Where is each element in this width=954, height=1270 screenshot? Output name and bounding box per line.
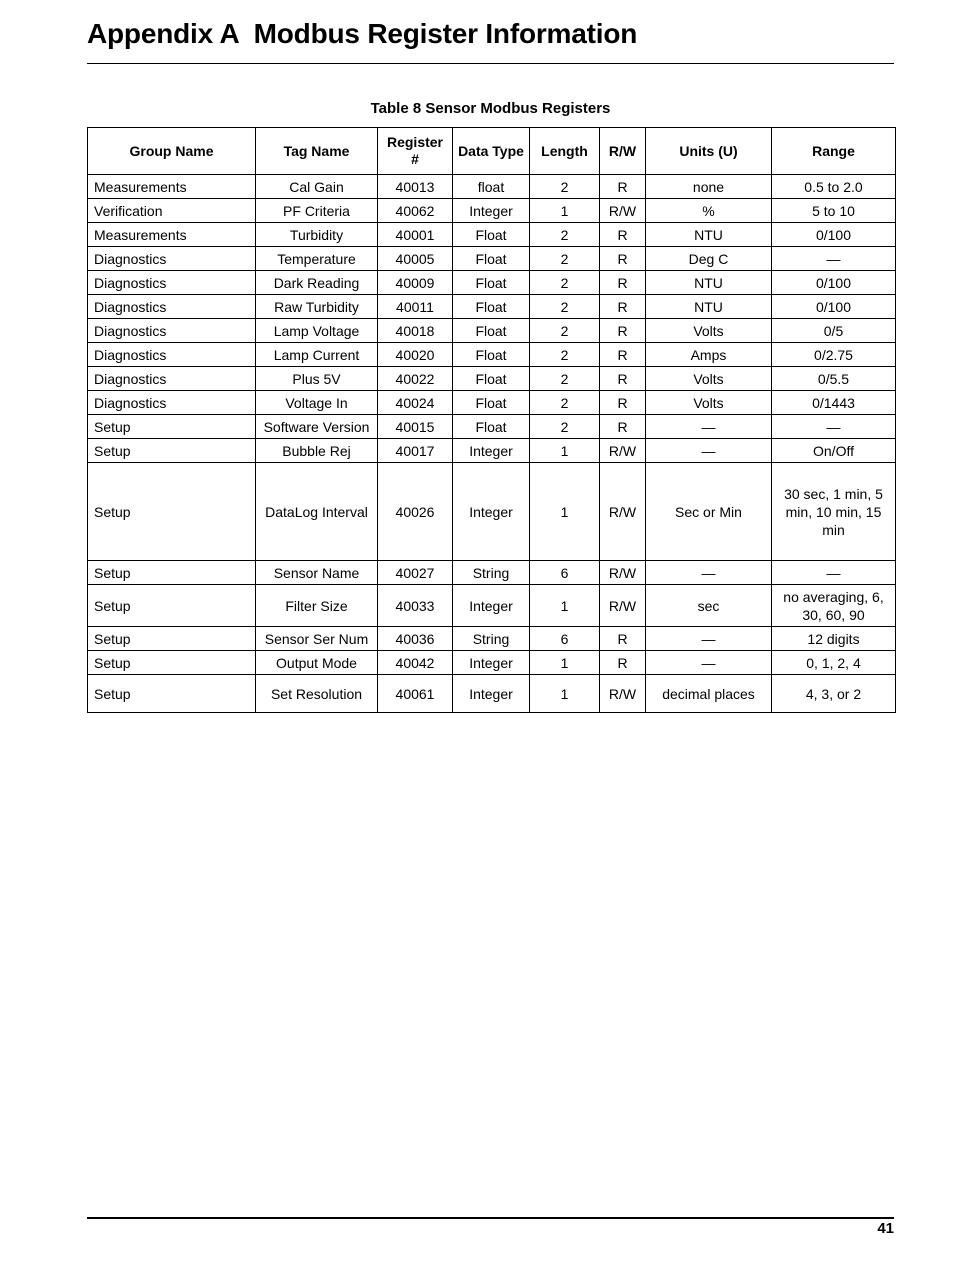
cell-register: 40018 <box>378 319 453 343</box>
cell-length: 2 <box>530 247 600 271</box>
table-row <box>88 343 896 367</box>
cell-register: 40061 <box>378 675 453 713</box>
cell-range: 0, 1, 2, 4 <box>772 651 896 675</box>
table-row <box>88 561 896 585</box>
cell-group-name: Diagnostics <box>88 391 256 415</box>
header-data-type: Data Type <box>453 128 530 175</box>
cell-data-type: Float <box>453 271 530 295</box>
table-row <box>88 247 896 271</box>
cell-data-type: Integer <box>453 199 530 223</box>
header-length: Length <box>530 128 600 175</box>
cell-data-type: Float <box>453 367 530 391</box>
cell-range: 0.5 to 2.0 <box>772 175 896 199</box>
cell-range: 12 digits <box>772 627 896 651</box>
title-divider <box>87 63 894 64</box>
cell-length: 1 <box>530 651 600 675</box>
cell-rw: R/W <box>600 675 646 713</box>
cell-register: 40036 <box>378 627 453 651</box>
cell-range: 0/5 <box>772 319 896 343</box>
header-rw: R/W <box>600 128 646 175</box>
cell-units: none <box>646 175 772 199</box>
cell-tag-name: Sensor Ser Num <box>256 627 378 651</box>
cell-data-type: Integer <box>453 675 530 713</box>
cell-tag-name: Software Version <box>256 415 378 439</box>
cell-register: 40033 <box>378 585 453 627</box>
cell-units: NTU <box>646 271 772 295</box>
cell-units: Deg C <box>646 247 772 271</box>
cell-tag-name: Temperature <box>256 247 378 271</box>
table-caption: Table 8 Sensor Modbus Registers <box>370 100 611 117</box>
table-row <box>88 675 896 713</box>
cell-range: 0/2.75 <box>772 343 896 367</box>
cell-rw: R <box>600 367 646 391</box>
cell-range: On/Off <box>772 439 896 463</box>
cell-group-name: Setup <box>88 651 256 675</box>
cell-data-type: float <box>453 175 530 199</box>
cell-group-name: Setup <box>88 675 256 713</box>
cell-length: 2 <box>530 343 600 367</box>
cell-register: 40013 <box>378 175 453 199</box>
cell-rw: R/W <box>600 561 646 585</box>
cell-units: — <box>646 561 772 585</box>
cell-rw: R <box>600 271 646 295</box>
cell-rw: R <box>600 319 646 343</box>
cell-tag-name: Raw Turbidity <box>256 295 378 319</box>
cell-units: % <box>646 199 772 223</box>
cell-range: 30 sec, 1 min, 5 min, 10 min, 15 min <box>772 463 896 561</box>
cell-group-name: Diagnostics <box>88 295 256 319</box>
cell-units: Sec or Min <box>646 463 772 561</box>
table-row <box>88 367 896 391</box>
cell-data-type: Float <box>453 415 530 439</box>
cell-data-type: Float <box>453 247 530 271</box>
cell-register: 40011 <box>378 295 453 319</box>
table-row <box>88 391 896 415</box>
cell-group-name: Setup <box>88 463 256 561</box>
cell-tag-name: Output Mode <box>256 651 378 675</box>
table-row <box>88 223 896 247</box>
cell-units: — <box>646 627 772 651</box>
header-tag-name: Tag Name <box>256 128 378 175</box>
table-row <box>88 463 896 561</box>
cell-units: Volts <box>646 367 772 391</box>
table-row <box>88 439 896 463</box>
table-row <box>88 295 896 319</box>
cell-length: 2 <box>530 367 600 391</box>
cell-units: NTU <box>646 223 772 247</box>
footer-divider <box>87 1217 894 1219</box>
cell-group-name: Setup <box>88 415 256 439</box>
cell-range: 0/100 <box>772 295 896 319</box>
header-units: Units (U) <box>646 128 772 175</box>
cell-units: — <box>646 415 772 439</box>
cell-rw: R/W <box>600 463 646 561</box>
cell-register: 40005 <box>378 247 453 271</box>
cell-tag-name: Bubble Rej <box>256 439 378 463</box>
cell-rw: R <box>600 175 646 199</box>
cell-units: NTU <box>646 295 772 319</box>
cell-range: 4, 3, or 2 <box>772 675 896 713</box>
cell-tag-name: Sensor Name <box>256 561 378 585</box>
cell-data-type: Float <box>453 295 530 319</box>
cell-range: — <box>772 247 896 271</box>
cell-group-name: Diagnostics <box>88 343 256 367</box>
cell-length: 6 <box>530 627 600 651</box>
modbus-register-table <box>87 127 896 713</box>
cell-rw: R/W <box>600 199 646 223</box>
cell-length: 2 <box>530 271 600 295</box>
cell-tag-name: Set Resolution <box>256 675 378 713</box>
cell-group-name: Diagnostics <box>88 367 256 391</box>
table-row <box>88 271 896 295</box>
cell-data-type: Integer <box>453 439 530 463</box>
cell-group-name: Setup <box>88 439 256 463</box>
cell-units: Amps <box>646 343 772 367</box>
table-row <box>88 651 896 675</box>
page-title: Appendix A Modbus Register Information <box>87 18 638 49</box>
table-row <box>88 415 896 439</box>
cell-length: 1 <box>530 439 600 463</box>
cell-register: 40009 <box>378 271 453 295</box>
cell-range: 0/100 <box>772 271 896 295</box>
cell-rw: R <box>600 627 646 651</box>
cell-group-name: Setup <box>88 561 256 585</box>
cell-length: 1 <box>530 675 600 713</box>
cell-length: 2 <box>530 295 600 319</box>
cell-data-type: Integer <box>453 463 530 561</box>
cell-length: 1 <box>530 199 600 223</box>
cell-units: decimal places <box>646 675 772 713</box>
cell-data-type: Integer <box>453 651 530 675</box>
cell-range: 5 to 10 <box>772 199 896 223</box>
cell-rw: R <box>600 415 646 439</box>
table-body <box>88 175 896 713</box>
cell-rw: R <box>600 343 646 367</box>
cell-tag-name: Lamp Voltage <box>256 319 378 343</box>
cell-register: 40017 <box>378 439 453 463</box>
header-group-name: Group Name <box>88 128 256 175</box>
cell-range: — <box>772 415 896 439</box>
cell-tag-name: Cal Gain <box>256 175 378 199</box>
cell-group-name: Diagnostics <box>88 319 256 343</box>
cell-group-name: Diagnostics <box>88 247 256 271</box>
cell-data-type: Integer <box>453 585 530 627</box>
cell-data-type: String <box>453 561 530 585</box>
cell-data-type: Float <box>453 223 530 247</box>
cell-data-type: Float <box>453 391 530 415</box>
cell-register: 40026 <box>378 463 453 561</box>
cell-register: 40024 <box>378 391 453 415</box>
cell-range: — <box>772 561 896 585</box>
cell-register: 40015 <box>378 415 453 439</box>
cell-register: 40062 <box>378 199 453 223</box>
cell-rw: R <box>600 651 646 675</box>
cell-length: 1 <box>530 463 600 561</box>
cell-length: 6 <box>530 561 600 585</box>
cell-tag-name: Lamp Current <box>256 343 378 367</box>
cell-units: — <box>646 439 772 463</box>
table-row <box>88 627 896 651</box>
cell-register: 40027 <box>378 561 453 585</box>
cell-register: 40020 <box>378 343 453 367</box>
cell-data-type: String <box>453 627 530 651</box>
cell-register: 40001 <box>378 223 453 247</box>
table-header-row <box>88 128 896 175</box>
cell-group-name: Measurements <box>88 223 256 247</box>
cell-length: 2 <box>530 391 600 415</box>
cell-group-name: Setup <box>88 627 256 651</box>
cell-tag-name: Turbidity <box>256 223 378 247</box>
cell-tag-name: DataLog Interval <box>256 463 378 561</box>
table-row <box>88 319 896 343</box>
cell-length: 2 <box>530 223 600 247</box>
cell-units: — <box>646 651 772 675</box>
cell-group-name: Diagnostics <box>88 271 256 295</box>
cell-units: Volts <box>646 391 772 415</box>
page-number: 41 <box>877 1220 894 1237</box>
header-range: Range <box>772 128 896 175</box>
cell-tag-name: Voltage In <box>256 391 378 415</box>
cell-group-name: Measurements <box>88 175 256 199</box>
cell-length: 2 <box>530 319 600 343</box>
cell-range: 0/5.5 <box>772 367 896 391</box>
cell-length: 1 <box>530 585 600 627</box>
cell-tag-name: Plus 5V <box>256 367 378 391</box>
cell-data-type: Float <box>453 343 530 367</box>
cell-range: 0/1443 <box>772 391 896 415</box>
cell-rw: R/W <box>600 585 646 627</box>
table-row <box>88 175 896 199</box>
cell-rw: R/W <box>600 439 646 463</box>
cell-register: 40022 <box>378 367 453 391</box>
cell-range: no averaging, 6, 30, 60, 90 <box>772 585 896 627</box>
cell-units: Volts <box>646 319 772 343</box>
cell-register: 40042 <box>378 651 453 675</box>
cell-tag-name: Dark Reading <box>256 271 378 295</box>
cell-group-name: Verification <box>88 199 256 223</box>
table-row <box>88 199 896 223</box>
cell-rw: R <box>600 391 646 415</box>
cell-range: 0/100 <box>772 223 896 247</box>
table-row <box>88 585 896 627</box>
cell-rw: R <box>600 295 646 319</box>
cell-length: 2 <box>530 415 600 439</box>
cell-tag-name: PF Criteria <box>256 199 378 223</box>
cell-group-name: Setup <box>88 585 256 627</box>
cell-tag-name: Filter Size <box>256 585 378 627</box>
cell-units: sec <box>646 585 772 627</box>
cell-rw: R <box>600 247 646 271</box>
cell-rw: R <box>600 223 646 247</box>
cell-length: 2 <box>530 175 600 199</box>
header-register: Register # <box>378 128 453 175</box>
cell-data-type: Float <box>453 319 530 343</box>
